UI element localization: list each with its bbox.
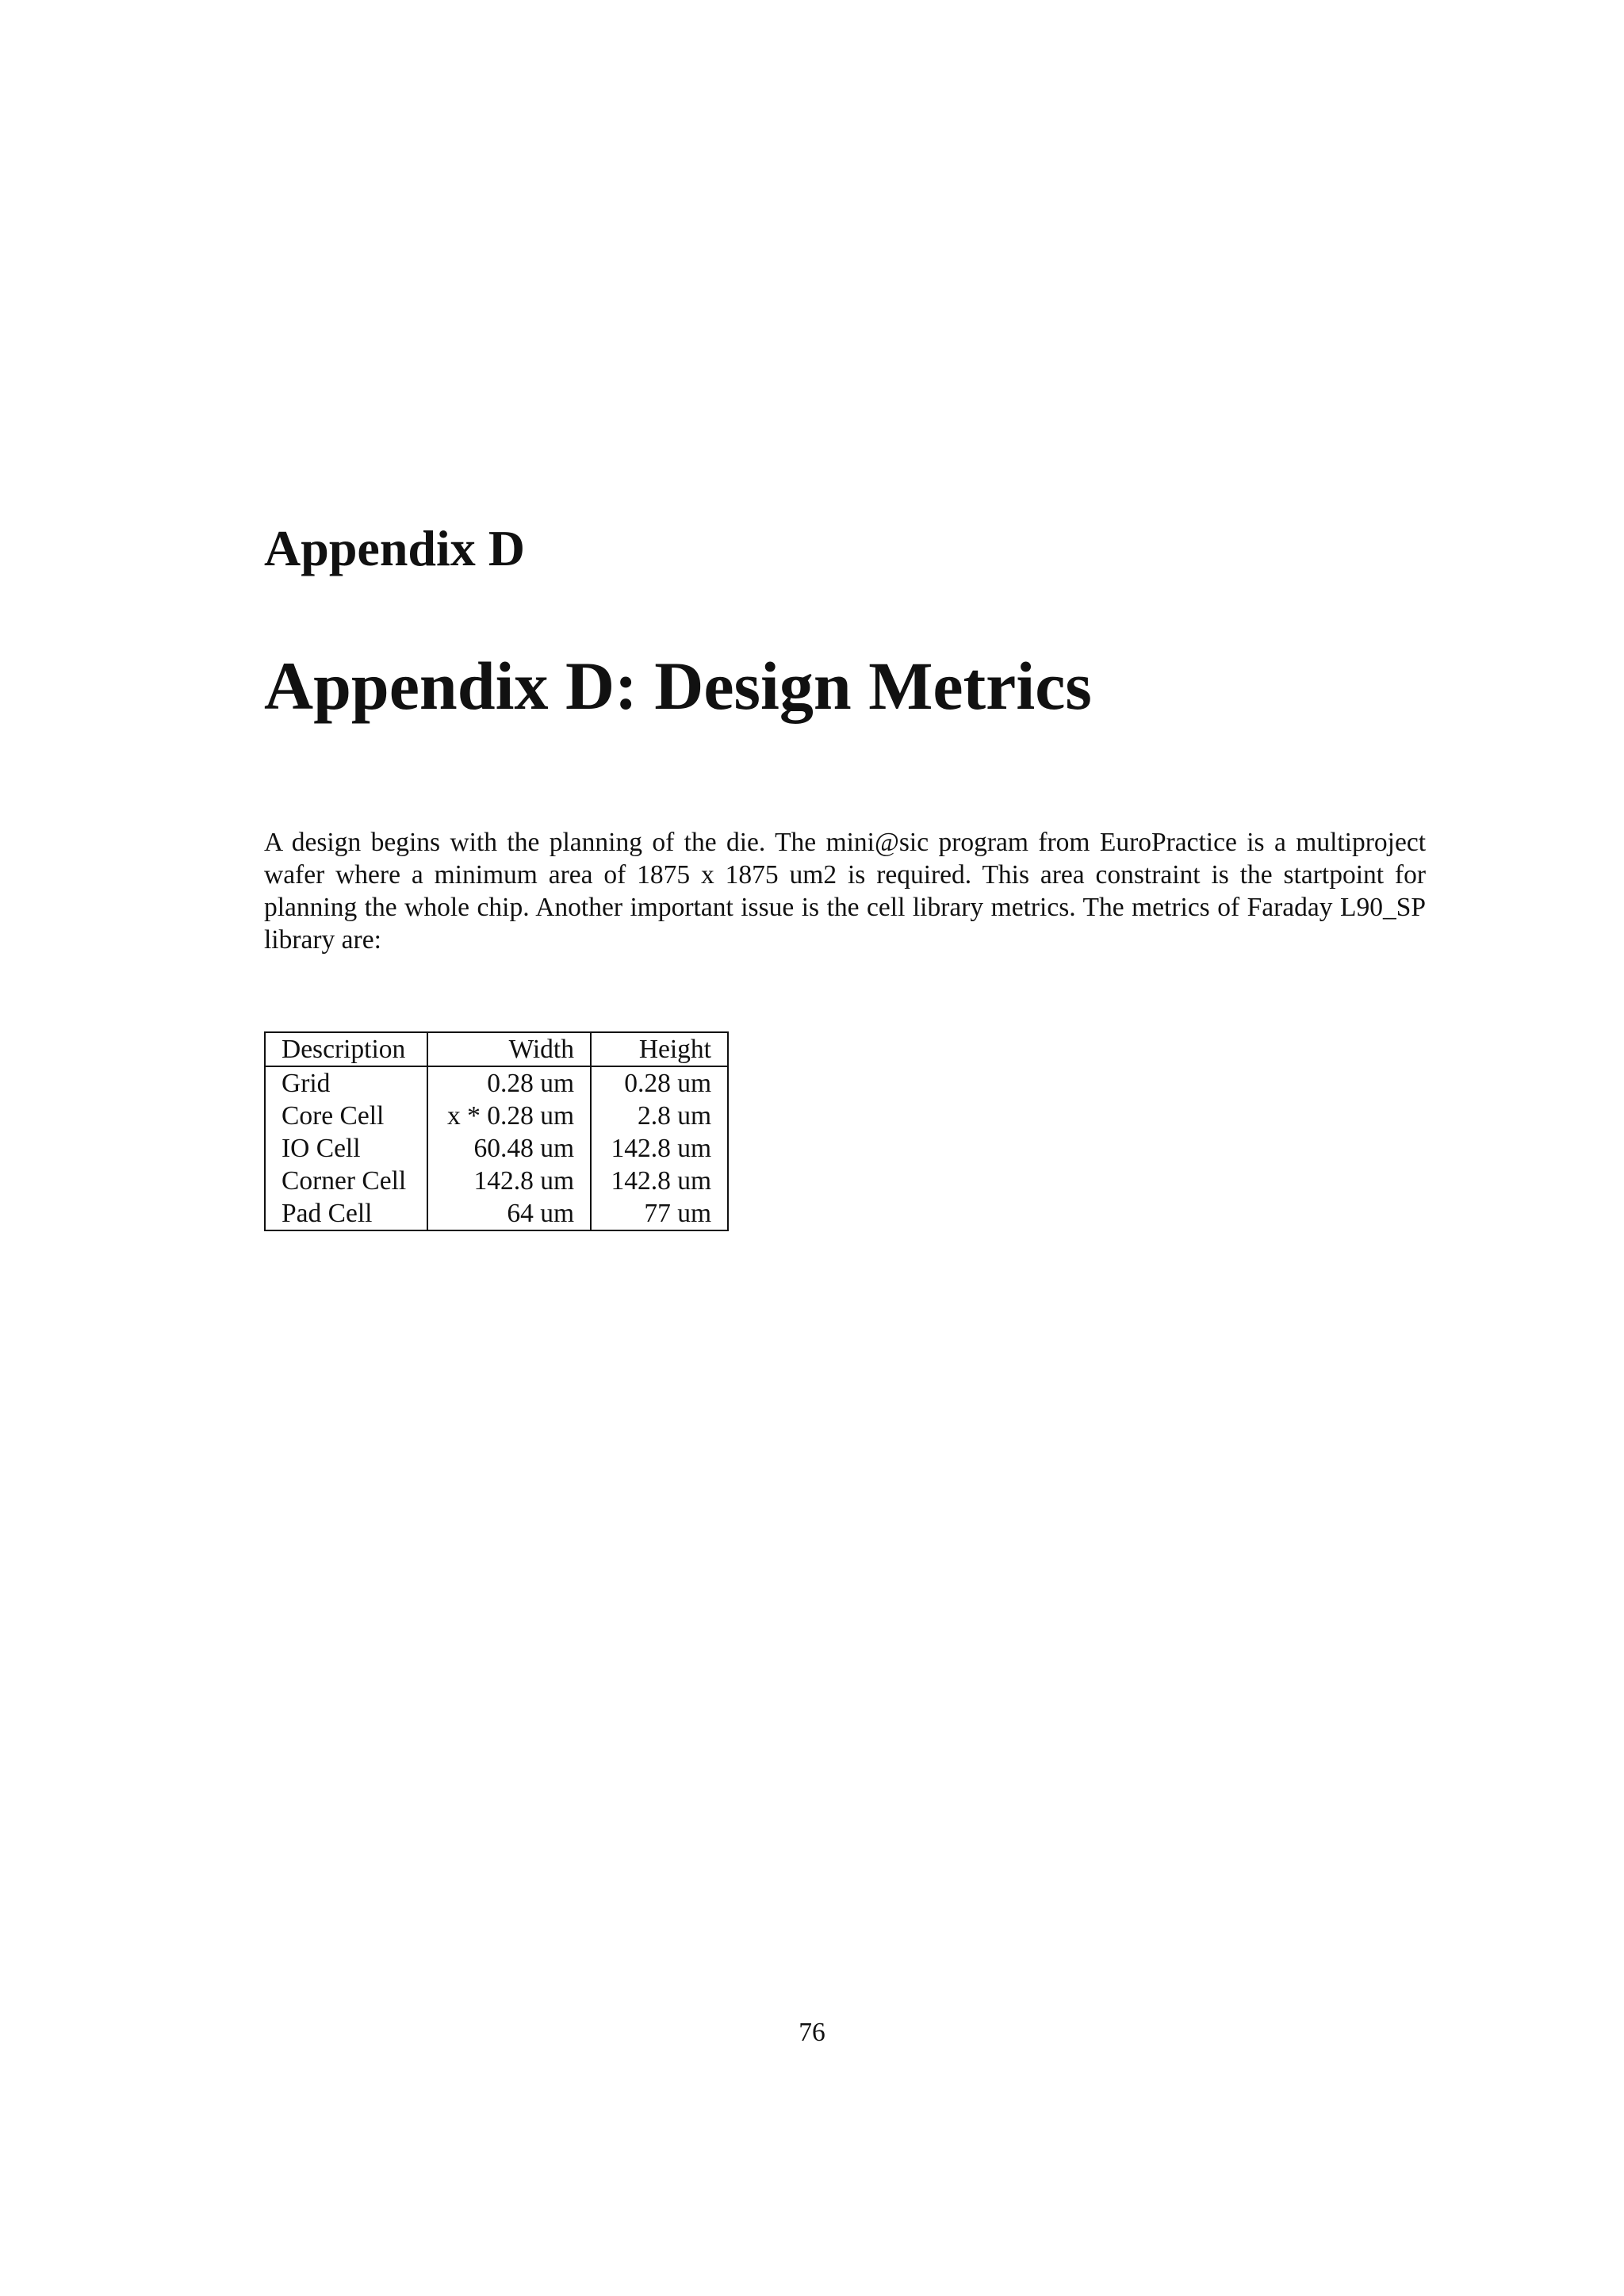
chapter-title: Appendix D: Design Metrics <box>264 648 1092 724</box>
row-description: Corner Cell <box>282 1166 407 1196</box>
row-description: Grid <box>282 1069 331 1098</box>
page-number: 76 <box>799 2018 825 2047</box>
table-row <box>265 1132 728 1165</box>
row-description: Core Cell <box>282 1101 385 1131</box>
row-description: IO Cell <box>282 1134 361 1163</box>
row-height: 2.8 um <box>591 1100 728 1132</box>
row-height: 142.8 um <box>591 1132 728 1165</box>
table-row <box>265 1197 728 1230</box>
table-row <box>265 1165 728 1197</box>
row-width: 64 um <box>427 1197 591 1230</box>
row-description: Pad Cell <box>282 1199 373 1228</box>
row-width: 0.28 um <box>427 1066 591 1100</box>
row-width: x * 0.28 um <box>427 1100 591 1132</box>
row-width: 142.8 um <box>427 1165 591 1197</box>
table-row <box>265 1100 728 1132</box>
row-width: 60.48 um <box>427 1132 591 1165</box>
appendix-label: Appendix D <box>264 520 525 576</box>
table-row <box>265 1066 728 1100</box>
header-height: Height <box>591 1032 728 1066</box>
cell-metrics-table <box>264 1031 729 1231</box>
header-width: Width <box>427 1032 591 1066</box>
row-height: 77 um <box>591 1197 728 1230</box>
row-height: 142.8 um <box>591 1165 728 1197</box>
header-description: Description <box>265 1032 427 1066</box>
row-height: 0.28 um <box>591 1066 728 1100</box>
table-header-row <box>265 1032 728 1066</box>
intro-paragraph: A design begins with the planning of the die. The mini@sic program from EuroPractice is a multiproject wafer where a minimum area of 1875 x 1875 um2 is required. This area constraint is the startpoint for planning the whole chip. Another important issue is the cell library metrics. The metrics of Faraday L90_SP library are: <box>264 828 1426 955</box>
